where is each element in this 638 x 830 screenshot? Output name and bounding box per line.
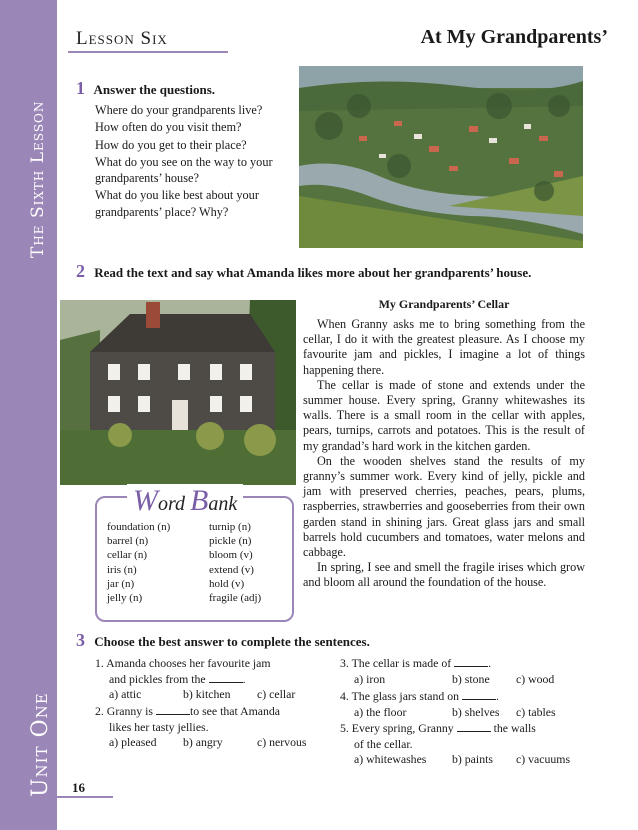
word-bank-item: pickle (n) [209, 535, 252, 548]
word-bank-item: jelly (n) [107, 592, 143, 605]
task1-heading [76, 78, 215, 99]
answer-option[interactable]: c) wood [516, 671, 555, 686]
page-number: 16 [72, 780, 85, 795]
lesson-heading: Lesson Six [76, 28, 168, 49]
task3-title: Choose the best answer to complete the sentences. [94, 634, 370, 649]
task2-number: 2 [76, 261, 85, 281]
answer-option[interactable]: b) paints [452, 752, 493, 767]
reading-title: My Grandparents’ Cellar [378, 297, 510, 311]
page-title: At My Grandparents’ [420, 26, 608, 48]
answer-option[interactable]: c) nervous [257, 735, 307, 750]
task3-number: 3 [76, 630, 85, 650]
answer-option[interactable]: a) attic [109, 687, 142, 702]
exercise-item-4: 4. The glass jars stand on . a) the floor b) shelves c) tables [340, 689, 585, 720]
exercise-item-1: 1. Amanda chooses her favourite jam and pickles from the . a) attic b) kitchen c) cellar [95, 656, 330, 703]
word-bank-item: jar (n) [107, 577, 135, 590]
header-rule [68, 51, 228, 53]
answer-option[interactable]: a) pleased [109, 735, 157, 750]
answer-blank[interactable] [156, 705, 190, 715]
task1-number: 1 [76, 78, 85, 98]
answer-option[interactable]: b) kitchen [183, 687, 231, 702]
answer-blank[interactable] [454, 657, 488, 667]
task2-heading [76, 263, 586, 281]
answer-option[interactable]: c) cellar [257, 687, 296, 702]
answer-option[interactable]: b) angry [183, 735, 223, 750]
answer-options [340, 752, 585, 768]
answer-blank[interactable] [457, 722, 491, 732]
word-bank-column-2 [209, 520, 261, 605]
word-bank-item: fragile (adj) [209, 592, 262, 605]
word-bank-item: iris (n) [107, 563, 137, 576]
reading-paragraph: In spring, I see and smell the fragile irises which grow and bloom all around the foundation of the house. [303, 560, 585, 590]
question-item: What do you like best about your grandparents’ place? Why? [95, 188, 259, 219]
answer-option[interactable]: a) the floor [354, 704, 407, 719]
reading-paragraph: The cellar is made of stone and extends under the summer house. Every spring, Granny whitewashes its walls. There is a small room in the cellar with apples, pears, turnips, carrots and potatoes. This is the result of my grandad’s hard work in the kitchen garden. [303, 377, 585, 453]
reading-paragraph: On the wooden shelves stand the results of my granny’s summer work. Every kind of jelly, pickle and jam with preserved cherries, peaches, pears, plums, raspberries, strawberries and gooseberries from their own garden stand in shining jars. Great glass jars and small barrels hold cucumbers and tomatoes, water melons and cabbage. [303, 453, 585, 560]
answer-blank[interactable] [209, 673, 243, 683]
sidebar-unit-label: Unit One [28, 692, 53, 797]
sidebar [0, 0, 57, 830]
answer-option[interactable]: c) vacuums [516, 752, 571, 767]
answer-option[interactable]: b) shelves [452, 704, 500, 719]
word-bank-title: Word Bank [127, 484, 243, 518]
word-bank-item: turnip (n) [209, 521, 251, 533]
footer-rule [57, 796, 113, 798]
exercise-item-5: 5. Every spring, Granny the walls of the cellar. a) whitewashes b) paints c) vacuums [340, 721, 585, 768]
task1-title: Answer the questions. [93, 82, 216, 97]
answer-blank[interactable] [462, 690, 496, 700]
house-photo [60, 300, 296, 485]
answer-option[interactable]: b) stone [452, 671, 490, 686]
answer-options [95, 687, 330, 703]
answer-options [95, 735, 330, 751]
question-item: Where do your grandparents live? [95, 103, 263, 117]
reading-paragraph: When Granny asks me to bring something from the cellar, I do it with the greatest pleasure. As I choose my favourite jam and pickles, I imagine a lot of things happening there. [303, 317, 585, 377]
word-bank-item: foundation (n) [107, 521, 171, 533]
answer-option[interactable]: c) tables [516, 704, 556, 719]
answer-options [340, 672, 585, 688]
task1-question-list [95, 102, 300, 221]
word-bank-column-1 [107, 520, 170, 605]
task3-heading [76, 630, 370, 651]
question-item: How often do you visit them? [95, 120, 242, 135]
sidebar-lesson-label: The Sixth Lesson [28, 100, 48, 258]
question-item: What do you see on the way to your grandparents’ house? [95, 154, 273, 186]
word-bank-item: extend (v) [209, 563, 254, 576]
word-bank-item: barrel (n) [107, 535, 149, 548]
answer-option[interactable]: a) whitewashes [354, 752, 427, 767]
word-bank-item: cellar (n) [107, 549, 147, 562]
village-photo [299, 66, 583, 248]
answer-option[interactable]: a) iron [354, 671, 386, 686]
answer-options [340, 705, 585, 721]
question-item: How do you get to their place? [95, 137, 247, 152]
task2-title: Read the text and say what Amanda likes more about her grandparents’ house. [94, 265, 532, 280]
exercise-item-3: 3. The cellar is made of . a) iron b) stone c) wood [340, 656, 585, 687]
word-bank [95, 484, 294, 622]
reading-text [303, 317, 585, 591]
word-bank-item: bloom (v) [209, 549, 253, 562]
exercise-item-2: 2. Granny is to see that Amanda likes her tasty jellies. a) pleased b) angry c) nervous [95, 704, 330, 751]
word-bank-item: hold (v) [209, 577, 245, 590]
